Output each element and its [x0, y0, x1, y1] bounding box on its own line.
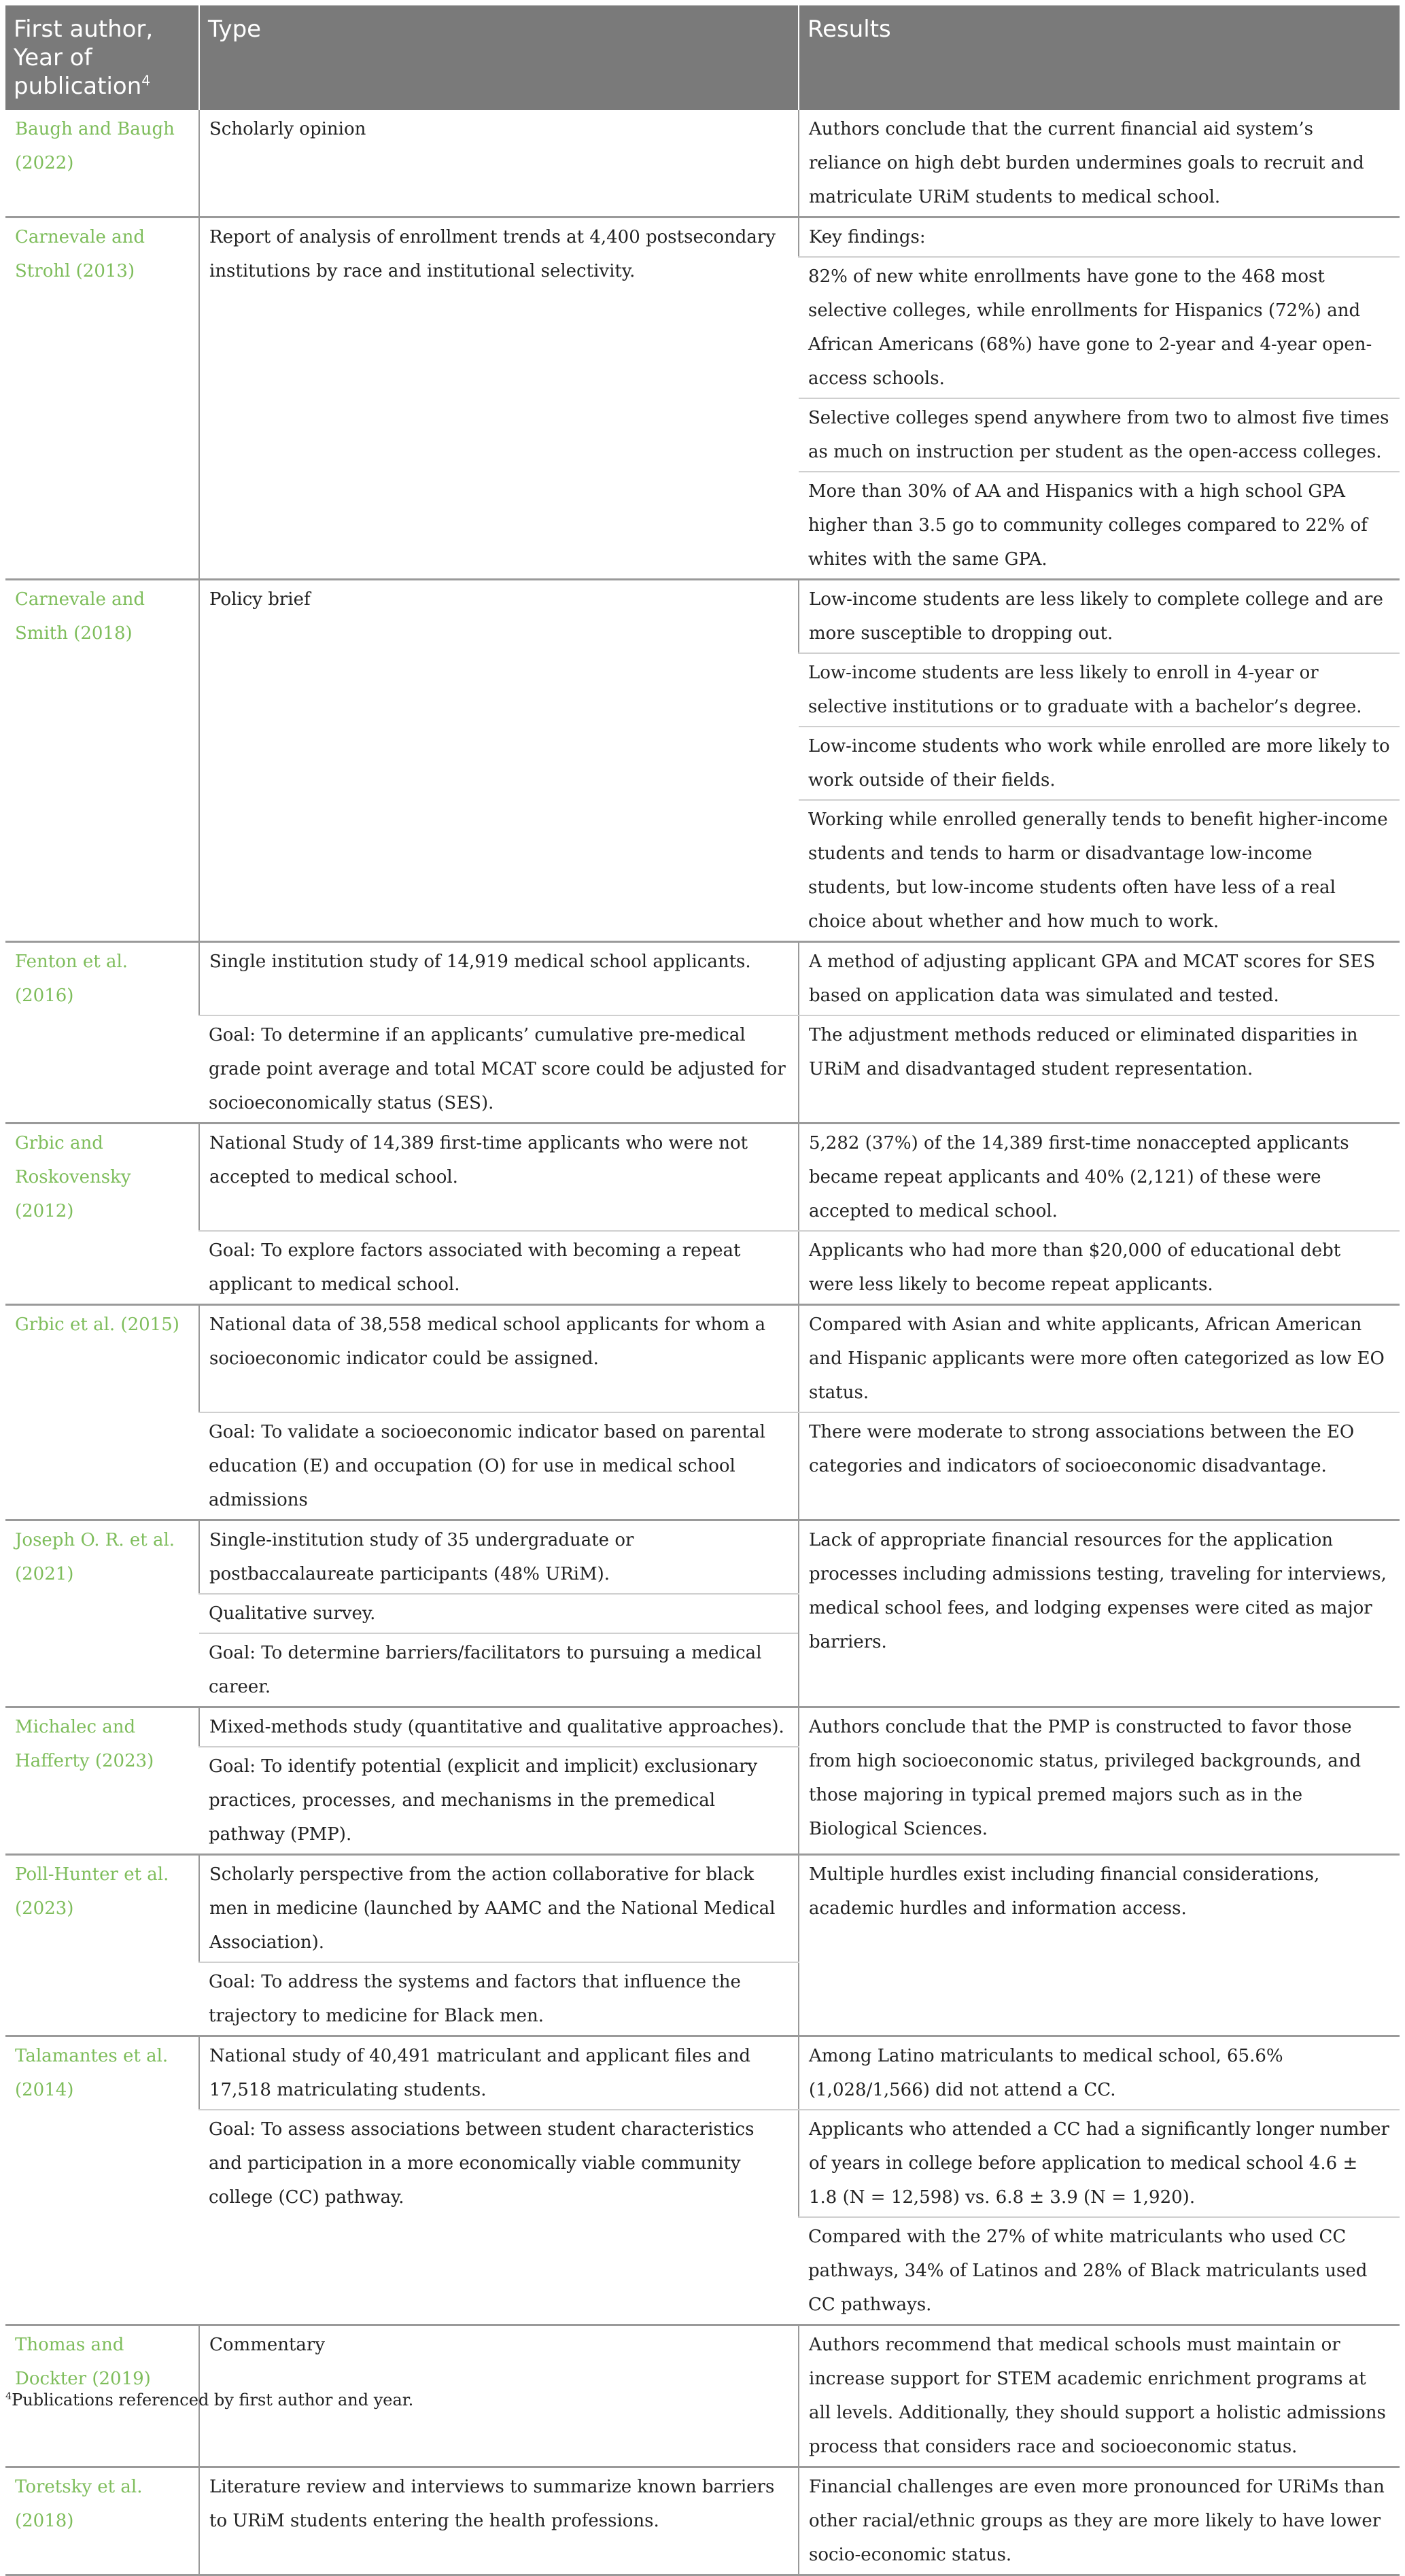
result-cell: More than 30% of AA and Hispanics with a high school GPA higher than 3.5 go to community colleges compared to 22% of whites with the same GPA. — [799, 472, 1400, 580]
table-row — [5, 1015, 1400, 1124]
result-cell: Among Latino matriculants to medical school, 65.6% (1,028/1,566) did not attend a CC. — [799, 2036, 1400, 2110]
type-cell: National data of 38,558 medical school applicants for whom a socioeconomic indicator could be assigned. — [199, 1305, 799, 1413]
result-cell: Compared with the 27% of white matriculants who used CC pathways, 34% of Latinos and 28% of Black matriculants used CC pathways. — [799, 2217, 1400, 2325]
type-cell: Goal: To explore factors associated with becoming a repeat applicant to medical school. — [199, 1231, 799, 1305]
table-row — [5, 1520, 1400, 1595]
type-cell: Goal: To determine barriers/facilitators to pursuing a medical career. — [199, 1633, 799, 1707]
type-cell: Single-institution study of 35 undergraduate or postbaccalaureate participants (48% URiM). — [199, 1520, 799, 1595]
author-cell: Poll-Hunter et al. (2023) — [5, 1855, 199, 2036]
table-row — [5, 1707, 1400, 1747]
result-cell: Low-income students who work while enrolled are more likely to work outside of their fields. — [799, 727, 1400, 800]
table-row — [5, 580, 1400, 654]
type-cell: Goal: To validate a socioeconomic indicator based on parental education (E) and occupation (O) for use in medical school admissions — [199, 1412, 799, 1520]
table-row — [5, 942, 1400, 1016]
type-cell: Goal: To determine if an applicants’ cumulative pre-medical grade point average and total MCAT score could be adjusted for socioeconomically status (SES). — [199, 1015, 799, 1124]
footnote-marker: 4 — [5, 2391, 12, 2402]
type-cell: Scholarly opinion — [199, 110, 799, 217]
table-row — [5, 2110, 1400, 2217]
result-cell: 82% of new white enrollments have gone to the 468 most selective colleges, while enrollments for Hispanics (72%) and African Americans (68%) have gone to 2-year and 4-year open-access schools. — [799, 257, 1400, 398]
result-cell: Lack of appropriate financial resources for the application processes including admissions testing, traveling for interviews, medical school fees, and lodging expenses were cited as major barriers. — [799, 1520, 1400, 1707]
type-cell: Literature review and interviews to summarize known barriers to URiM students entering the health professions. — [199, 2467, 799, 2575]
table-row — [5, 2036, 1400, 2110]
type-cell: National study of 40,491 matriculant and applicant files and 17,518 matriculating students. — [199, 2036, 799, 2110]
table-header-row — [5, 5, 1400, 110]
footnote-text: Publications referenced by first author and year. — [12, 2390, 414, 2409]
result-cell: Authors conclude that the current financial aid system’s reliance on high debt burden undermines goals to recruit and matriculate URiM students to medical school. — [799, 110, 1400, 217]
header-author-year — [5, 5, 199, 110]
result-cell: Low-income students are less likely to complete college and are more susceptible to dropping out. — [799, 580, 1400, 654]
result-cell: There were moderate to strong associations between the EO categories and indicators of socioeconomic disadvantage. — [799, 1412, 1400, 1520]
header-footnote-marker: 4 — [141, 72, 151, 89]
table-row — [5, 110, 1400, 217]
type-cell: Policy brief — [199, 580, 799, 942]
result-cell: Key findings: — [799, 217, 1400, 258]
author-cell: Michalec and Hafferty (2023) — [5, 1707, 199, 1855]
table-row — [5, 1124, 1400, 1232]
result-cell: Compared with Asian and white applicants, African American and Hispanic applicants were more often categorized as low EO status. — [799, 1305, 1400, 1413]
result-cell: A method of adjusting applicant GPA and MCAT scores for SES based on application data was simulated and tested. — [799, 942, 1400, 1016]
table-row — [5, 2467, 1400, 2575]
author-cell: Thomas and Dockter (2019) — [5, 2325, 199, 2467]
result-cell: Authors recommend that medical schools must maintain or increase support for STEM academic enrichment programs at all levels. Additionally, they should support a holistic admissions process that considers race and socioeconomic status. — [799, 2325, 1400, 2467]
result-cell: Multiple hurdles exist including financial considerations, academic hurdles and information access. — [799, 1855, 1400, 2036]
result-cell: Selective colleges spend anywhere from two to almost five times as much on instruction per student as the open-access colleges. — [799, 398, 1400, 472]
result-cell: 5,282 (37%) of the 14,389 first-time nonaccepted applicants became repeat applicants and 40% (2,121) of these were accepted to medical school. — [799, 1124, 1400, 1232]
result-cell: Working while enrolled generally tends to benefit higher-income students and tends to harm or disadvantage low-income students, but low-income students often have less of a real choice about whether and how much to work. — [799, 800, 1400, 942]
type-cell: Scholarly perspective from the action collaborative for black men in medicine (launched by AAMC and the National Medical Association). — [199, 1855, 799, 1963]
author-cell: Toretsky et al. (2018) — [5, 2467, 199, 2575]
author-cell: Joseph O. R. et al. (2021) — [5, 1520, 199, 1707]
type-cell: Qualitative survey. — [199, 1594, 799, 1633]
author-cell: Grbic and Roskovensky (2012) — [5, 1124, 199, 1305]
author-cell: Fenton et al. (2016) — [5, 942, 199, 1124]
table-row — [5, 1855, 1400, 1963]
header-results: Results — [799, 5, 1400, 110]
type-cell: National Study of 14,389 first-time applicants who were not accepted to medical school. — [199, 1124, 799, 1232]
author-cell: Carnevale and Smith (2018) — [5, 580, 199, 942]
author-cell: Talamantes et al. (2014) — [5, 2036, 199, 2325]
result-cell: Applicants who attended a CC had a significantly longer number of years in college before application to medical school 4.6 ± 1.8 (N = 12,598) vs. 6.8 ± 3.9 (N = 1,920). — [799, 2110, 1400, 2217]
result-cell: The adjustment methods reduced or eliminated disparities in URiM and disadvantaged student representation. — [799, 1015, 1400, 1124]
table-row — [5, 1305, 1400, 1413]
header-type: Type — [199, 5, 799, 110]
table-footnote — [5, 2390, 413, 2409]
type-cell: Report of analysis of enrollment trends at 4,400 postsecondary institutions by race and institutional selectivity. — [199, 217, 799, 580]
result-cell: Low-income students are less likely to enroll in 4-year or selective institutions or to graduate with a bachelor’s degree. — [799, 653, 1400, 727]
type-cell: Single institution study of 14,919 medical school applicants. — [199, 942, 799, 1016]
result-cell: Applicants who had more than $20,000 of educational debt were less likely to become repeat applicants. — [799, 1231, 1400, 1305]
author-cell: Baugh and Baugh (2022) — [5, 110, 199, 217]
table-row — [5, 217, 1400, 258]
header-author-year-label: First author, Year of publication — [14, 16, 154, 100]
table-row — [5, 1231, 1400, 1305]
author-cell: Carnevale and Strohl (2013) — [5, 217, 199, 580]
result-cell: Financial challenges are even more pronounced for URiMs than other racial/ethnic groups as they are more likely to have lower socio-economic status. — [799, 2467, 1400, 2575]
type-cell: Mixed-methods study (quantitative and qualitative approaches). — [199, 1707, 799, 1747]
result-cell: Authors conclude that the PMP is constructed to favor those from high socioeconomic status, privileged backgrounds, and those majoring in typical premed majors such as in the Biological Sciences. — [799, 1707, 1400, 1855]
type-cell: Goal: To assess associations between student characteristics and participation in a more economically viable community college (CC) pathway. — [199, 2110, 799, 2325]
literature-table — [5, 5, 1400, 2576]
author-cell: Grbic et al. (2015) — [5, 1305, 199, 1520]
type-cell: Commentary — [199, 2325, 799, 2467]
type-cell: Goal: To identify potential (explicit and implicit) exclusionary practices, processes, and mechanisms in the premedical pathway (PMP). — [199, 1747, 799, 1855]
type-cell: Goal: To address the systems and factors that influence the trajectory to medicine for Black men. — [199, 1962, 799, 2036]
table-row — [5, 1412, 1400, 1520]
